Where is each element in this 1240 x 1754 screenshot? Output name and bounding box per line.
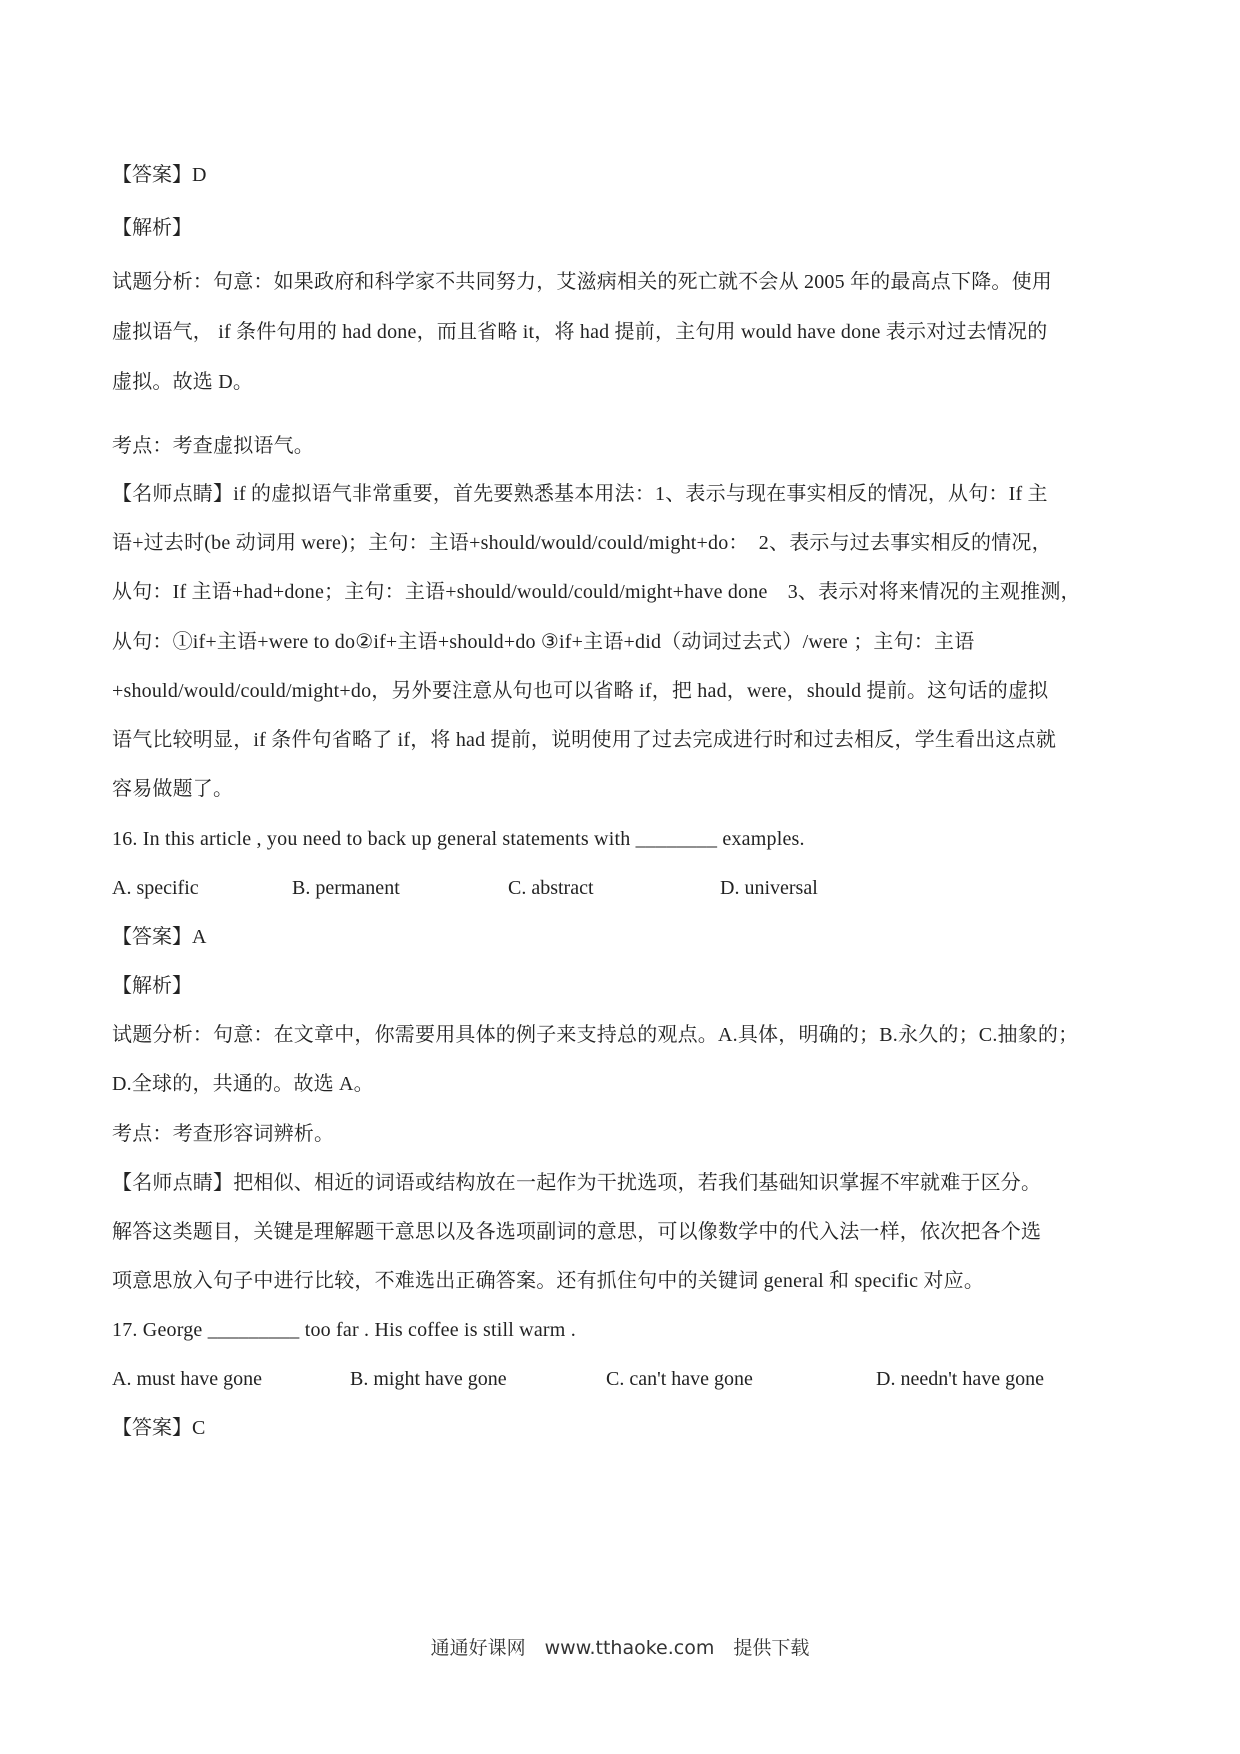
- q16-answer: 【答案】A: [112, 926, 207, 948]
- page-footer: 通通好课网 www.tthaoke.com 提供下载: [430, 1637, 810, 1659]
- q15-tips-line: 从句：If 主语+had+done；主句：主语+should/would/could/might+have done 3、表示对将来情况的主观推测，: [112, 581, 1081, 603]
- q16-question: 16. In this article , you need to back up general statements with ________ examples.: [112, 828, 805, 850]
- q15-tips-line: 语气比较明显，if 条件句省略了 if，将 had 提前，说明使用了过去完成进行时和过去相反，学生看出这点就: [112, 729, 1057, 751]
- q17-option-c: C. can't have gone: [606, 1368, 753, 1390]
- q17-option-a: A. must have gone: [112, 1368, 262, 1390]
- q16-analysis-title: 【解析】: [112, 975, 192, 997]
- q16-tips-line: 【名师点睛】把相似、相近的词语或结构放在一起作为干扰选项，若我们基础知识掌握不牢就难于区分。: [112, 1172, 1042, 1194]
- q17-option-d: D. needn't have gone: [876, 1368, 1044, 1390]
- q16-option-c: C. abstract: [508, 877, 594, 899]
- q15-kaodian: 考点：考查虚拟语气。: [112, 435, 314, 457]
- q16-option-a: A. specific: [112, 877, 199, 899]
- q16-tips-line: 项意思放入句子中进行比较，不难选出正确答案。还有抓住句中的关键词 general 和 specific 对应。: [112, 1270, 985, 1292]
- q15-tips-line: 语+过去时(be 动词用 were)；主句：主语+should/would/could/might+do： 2、表示与过去事实相反的情况，: [112, 532, 1052, 554]
- q15-analysis-line: 试题分析：句意：如果政府和科学家不共同努力，艾滋病相关的死亡就不会从 2005 年的最高点下降。使用: [112, 271, 1052, 293]
- q16-kaodian: 考点：考查形容词辨析。: [112, 1123, 335, 1145]
- q16-option-d: D. universal: [720, 877, 818, 899]
- q16-tips-line: 解答这类题目，关键是理解题干意思以及各选项副词的意思，可以像数学中的代入法一样，依次把各个选: [112, 1221, 1042, 1243]
- q15-analysis-title: 【解析】: [112, 217, 192, 239]
- q16-analysis-line: D.全球的，共通的。故选 A。: [112, 1073, 374, 1095]
- q17-answer: 【答案】C: [112, 1417, 206, 1439]
- q17-question: 17. George _________ too far . His coffee is still warm .: [112, 1319, 576, 1341]
- q15-analysis-line: 虚拟。故选 D。: [112, 371, 254, 393]
- q16-analysis-line: 试题分析：句意：在文章中，你需要用具体的例子来支持总的观点。A.具体，明确的；B.永久的；C.抽象的；: [112, 1024, 1079, 1046]
- q15-tips-line: 容易做题了。: [112, 778, 234, 800]
- q15-tips-line: 从句：①if+主语+were to do②if+主语+should+do ③if+主语+did（动词过去式）/were ；主句：主语: [112, 631, 975, 653]
- q15-answer: 【答案】D: [112, 164, 207, 186]
- q16-option-b: B. permanent: [292, 877, 400, 899]
- q15-analysis-line: 虚拟语气， if 条件句用的 had done，而且省略 it，将 had 提前，主句用 would have done 表示对过去情况的: [112, 321, 1048, 343]
- q17-option-b: B. might have gone: [350, 1368, 507, 1390]
- q15-tips-line: +should/would/could/might+do，另外要注意从句也可以省略 if，把 had，were，should 提前。这句话的虚拟: [112, 680, 1049, 702]
- q15-tips-line: 【名师点睛】if 的虚拟语气非常重要，首先要熟悉基本用法：1、表示与现在事实相反的情况，从句：If 主: [112, 483, 1048, 505]
